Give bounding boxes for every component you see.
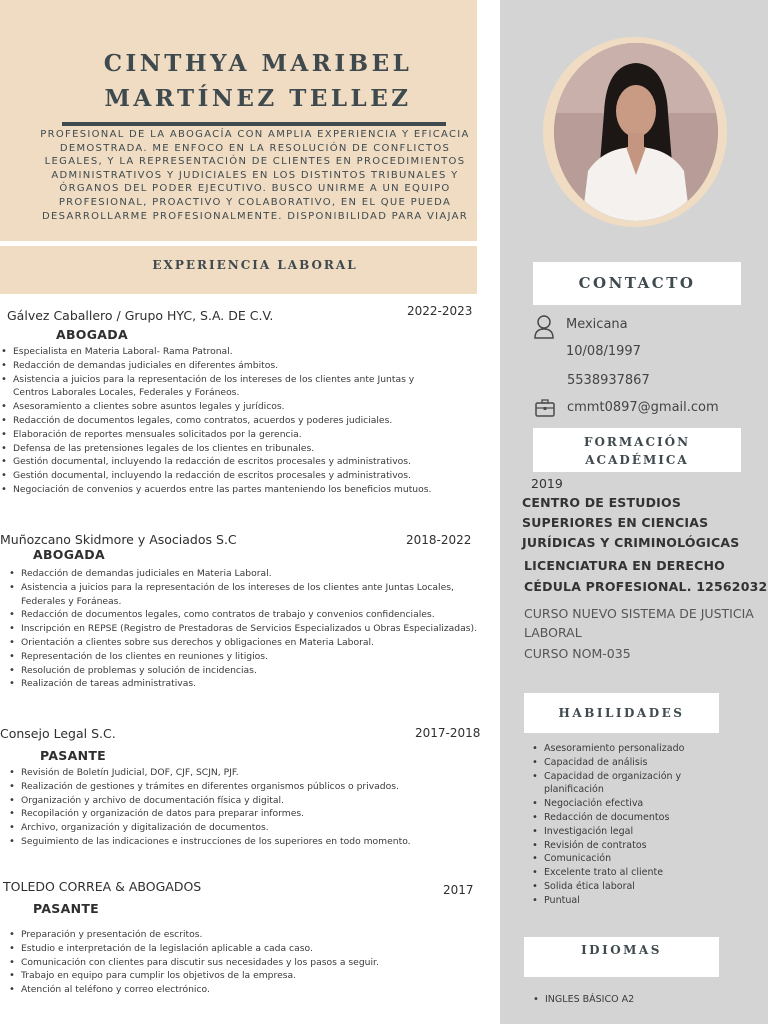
skill-item: • Negociación efectiva xyxy=(532,797,712,811)
list-item: • Archivo, organización y digitalización de documentos. xyxy=(8,821,478,835)
job-bullets xyxy=(8,766,478,849)
course-line-1: CURSO NUEVO SISTEMA DE JUSTICIA xyxy=(524,606,754,621)
education-title xyxy=(533,428,741,472)
list-item: • Realización de tareas administrativas. xyxy=(8,677,478,691)
education-year: 2019 xyxy=(531,476,563,491)
job-company: Consejo Legal S.C. xyxy=(0,726,116,741)
job-period: 2018-2022 xyxy=(406,533,472,547)
experience-title: EXPERIENCIA LABORAL xyxy=(152,258,358,272)
job-bullets xyxy=(0,345,445,497)
education-title-line-1: FORMACIÓN xyxy=(583,435,691,449)
job-role: PASANTE xyxy=(40,748,106,763)
education-school-line-3: JURÍDICAS Y CRIMINOLÓGICAS xyxy=(522,535,740,550)
course-nom: CURSO NOM-035 xyxy=(524,646,631,661)
contact-nationality: Mexicana xyxy=(566,317,628,332)
list-item: • Seguimiento de las indicaciones e instrucciones de los superiores en todo momento. xyxy=(8,835,478,849)
skill-item: • Redacción de documentos xyxy=(532,811,712,825)
skills-list xyxy=(532,742,712,908)
list-item: • Inscripción en REPSE (Registro de Prestadoras de Servicios Especializados u Obras Especializadas). xyxy=(8,622,478,636)
job-period: 2022-2023 xyxy=(407,304,473,318)
list-item: • Elaboración de reportes mensuales solicitados por la gerencia. xyxy=(0,428,445,442)
skill-item: • Capacidad de organización y planificación xyxy=(532,770,712,798)
job-role: ABOGADA xyxy=(56,327,128,342)
list-item: • Redacción de documentos legales, como contratos de trabajo y convenios confidenciales. xyxy=(8,608,478,622)
list-item: • Gestión documental, incluyendo la redacción de escritos procesales y administrativos. xyxy=(0,455,445,469)
skills-title: HABILIDADES xyxy=(524,693,719,733)
skill-item: • Capacidad de análisis xyxy=(532,756,712,770)
list-item: • Redacción de documentos legales, como contratos, acuerdos y poderes judiciales. xyxy=(0,414,445,428)
job-period: 2017 xyxy=(443,883,474,897)
language-item: • INGLES BÁSICO A2 xyxy=(533,993,713,1007)
list-item: • Representación de los clientes en reuniones y litigios. xyxy=(8,650,478,664)
name-underline xyxy=(62,122,446,126)
education-title-line-2: ACADÉMICA xyxy=(585,453,689,467)
list-item: • Redacción de demandas judiciales en Materia Laboral. xyxy=(8,567,478,581)
briefcase-icon xyxy=(534,398,556,418)
profile-photo-frame xyxy=(543,37,727,227)
person-icon xyxy=(533,314,555,340)
job-role: ABOGADA xyxy=(33,547,105,562)
list-item: • Orientación a clientes sobre sus derechos y obligaciones en Materia Laboral. xyxy=(8,636,478,650)
list-item: • Recopilación y organización de datos para preparar informes. xyxy=(8,807,478,821)
list-item: • Revisión de Boletín Judicial, DOF, CJF, SCJN, PJF. xyxy=(8,766,478,780)
skill-item: • Comunicación xyxy=(532,852,712,866)
profile-summary: PROFESIONAL DE LA ABOGACÍA CON AMPLIA EXPERIENCIA Y EFICACIA DEMOSTRADA. ME ENFOCO EN LA RESOLUCIÓN DE CONFLICTOS LEGALES, Y LA REPRESENTACIÓN DE CLIENTES EN PROCEDIMIENTOS ADMINISTRATIVOS Y JUDICIALES EN LOS DISTINTOS TRIBUNALES Y ÓRGANOS DEL PODER EJECUTIVO. BUSCO UNIRME A UN EQUIPO PROFESIONAL, PROACTIVO Y COLABORATIVO, EN EL QUE PUEDA DESARROLLARME PROFESIONALMENTE. DISPONIBILIDAD PARA VIAJAR xyxy=(40,129,470,222)
list-item: • Atención al teléfono y correo electrónico. xyxy=(8,983,478,997)
list-item: • Organización y archivo de documentación física y digital. xyxy=(8,794,478,808)
job-role: PASANTE xyxy=(33,901,99,916)
job-company: TOLEDO CORREA & ABOGADOS xyxy=(3,879,202,894)
list-item: • Especialista en Materia Laboral- Rama Patronal. xyxy=(0,345,445,359)
job-bullets xyxy=(8,928,478,997)
course-line-2: LABORAL xyxy=(524,625,582,640)
contact-email[interactable]: cmmt0897@gmail.com xyxy=(567,400,719,415)
education-school-line-2: SUPERIORES EN CIENCIAS xyxy=(522,515,709,530)
list-item: • Resolución de problemas y solución de incidencias. xyxy=(8,664,478,678)
education-cedula: CÉDULA PROFESIONAL. 12562032 xyxy=(524,579,768,594)
job-company: Muñozcano Skidmore y Asociados S.C xyxy=(0,532,237,547)
skill-item: • Asesoramiento personalizado xyxy=(532,742,712,756)
job-period: 2017-2018 xyxy=(415,726,481,740)
languages-list xyxy=(533,993,713,1007)
contact-birthdate: 10/08/1997 xyxy=(566,344,641,359)
skill-item: • Excelente trato al cliente xyxy=(532,866,712,880)
profile-photo xyxy=(554,43,718,221)
name-line-1: CINTHYA MARIBEL xyxy=(103,50,413,77)
job-company: Gálvez Caballero / Grupo HYC, S.A. DE C.V. xyxy=(7,308,274,323)
education-school-line-1: CENTRO DE ESTUDIOS xyxy=(522,495,682,510)
column-divider xyxy=(477,0,500,1024)
list-item: • Asistencia a juicios para la representación de los intereses de los clientes ante Juntas Locales, Federales y Foráneas. xyxy=(8,581,478,609)
list-item: • Redacción de demandas judiciales en diferentes ámbitos. xyxy=(0,359,445,373)
contact-phone: 5538937867 xyxy=(567,373,650,388)
list-item: • Comunicación con clientes para discutir sus necesidades y los pasos a seguir. xyxy=(8,956,478,970)
name-line-2: MARTÍNEZ TELLEZ xyxy=(104,85,412,112)
list-item: • Trabajo en equipo para cumplir los objetivos de la empresa. xyxy=(8,969,478,983)
list-item: • Realización de gestiones y trámites en diferentes organismos públicos o privados. xyxy=(8,780,478,794)
list-item: • Defensa de las pretensiones legales de los clientes en tribunales. xyxy=(0,442,445,456)
education-degree: LICENCIATURA EN DERECHO xyxy=(524,558,725,573)
job-bullets xyxy=(8,567,478,691)
list-item: • Asesoramiento a clientes sobre asuntos legales y jurídicos. xyxy=(0,400,445,414)
list-item: • Gestión documental, incluyendo la redacción de escritos procesales y administrativos. xyxy=(0,469,445,483)
contact-title: CONTACTO xyxy=(533,262,741,305)
skill-item: • Revisión de contratos xyxy=(532,839,712,853)
skill-item: • Investigación legal xyxy=(532,825,712,839)
list-item: • Estudio e interpretación de la legislación aplicable a cada caso. xyxy=(8,942,478,956)
list-item: • Asistencia a juicios para la representación de los intereses de los clientes ante Juntas y Centros Laborales Locales, Federales y Foráneos. xyxy=(0,373,445,401)
skill-item: • Solida ética laboral xyxy=(532,880,712,894)
list-item: • Preparación y presentación de escritos. xyxy=(8,928,478,942)
skill-item: • Puntual xyxy=(532,894,712,908)
list-item: • Negociación de convenios y acuerdos entre las partes manteniendo los beneficios mutuos. xyxy=(0,483,445,497)
languages-title: IDIOMAS xyxy=(524,937,719,977)
